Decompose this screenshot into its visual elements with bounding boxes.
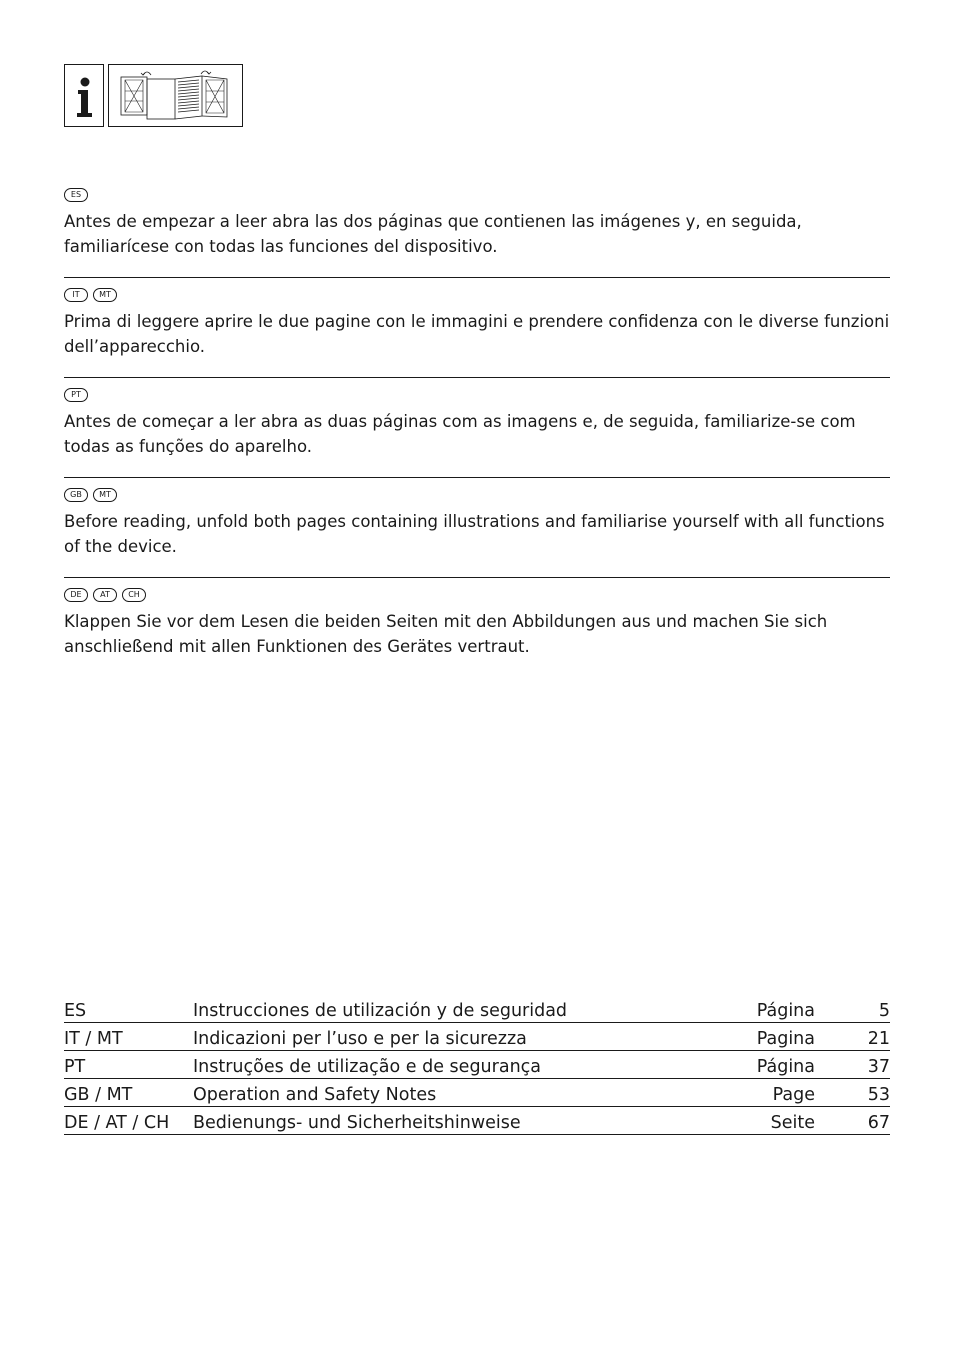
fold-illustration <box>109 65 242 126</box>
section-text: Before reading, unfold both pages containing illustrations and familiarise yourself with all functions of the device. <box>64 512 885 556</box>
table-of-contents <box>64 995 890 1135</box>
country-badges <box>64 486 890 504</box>
toc-title: Instrucciones de utilización y de seguridad <box>193 995 683 1023</box>
country-badge: MT <box>93 488 117 502</box>
country-badges <box>64 386 890 404</box>
toc-page-number: 5 <box>843 995 890 1023</box>
toc-page-number: 53 <box>843 1079 890 1107</box>
toc-page-word: Página <box>683 995 843 1023</box>
toc-page-number: 21 <box>843 1023 890 1051</box>
country-badge: PT <box>64 388 88 402</box>
unfold-pages-icon <box>108 64 243 127</box>
language-sections <box>64 178 890 678</box>
info-icon <box>64 64 104 127</box>
toc-code: IT / MT <box>64 1023 193 1051</box>
country-badge: IT <box>64 288 88 302</box>
section-text: Antes de empezar a leer abra las dos páginas que contienen las imágenes y, en seguida, familiarícese con todas las funciones del dispositivo. <box>64 212 802 256</box>
country-badge: CH <box>122 588 146 602</box>
toc-row[interactable] <box>64 1023 890 1051</box>
country-badge: ES <box>64 188 88 202</box>
toc-page-word: Page <box>683 1079 843 1107</box>
section-gb-mt <box>64 478 890 578</box>
toc-page-word: Página <box>683 1051 843 1079</box>
info-glyph <box>65 65 103 126</box>
section-es <box>64 178 890 278</box>
section-it-mt <box>64 278 890 378</box>
toc-code: DE / AT / CH <box>64 1107 193 1135</box>
toc-row[interactable] <box>64 1079 890 1107</box>
toc-title: Operation and Safety Notes <box>193 1079 683 1107</box>
toc-code: ES <box>64 995 193 1023</box>
toc-code: GB / MT <box>64 1079 193 1107</box>
toc-title: Indicazioni per l’uso e per la sicurezza <box>193 1023 683 1051</box>
toc-page-number: 67 <box>843 1107 890 1135</box>
section-text: Antes de começar a ler abra as duas páginas com as imagens e, de seguida, familiarize-se com todas as funções do aparelho. <box>64 412 856 456</box>
country-badges <box>64 286 890 304</box>
section-pt <box>64 378 890 478</box>
section-de-at-ch <box>64 578 890 678</box>
toc-page-word: Pagina <box>683 1023 843 1051</box>
toc-row[interactable] <box>64 1107 890 1135</box>
country-badges <box>64 186 890 204</box>
country-badge: GB <box>64 488 88 502</box>
toc-code: PT <box>64 1051 193 1079</box>
country-badge: DE <box>64 588 88 602</box>
toc-row[interactable] <box>64 995 890 1023</box>
toc-page-word: Seite <box>683 1107 843 1135</box>
country-badge: AT <box>93 588 117 602</box>
country-badges <box>64 586 890 604</box>
country-badge: MT <box>93 288 117 302</box>
toc-title: Instruções de utilização e de segurança <box>193 1051 683 1079</box>
section-text: Klappen Sie vor dem Lesen die beiden Seiten mit den Abbildungen aus und machen Sie sich anschließend mit allen Funktionen des Gerätes vertraut. <box>64 612 828 656</box>
section-text: Prima di leggere aprire le due pagine con le immagini e prendere confidenza con le diverse funzioni dell’apparecchio. <box>64 312 890 356</box>
toc-page-number: 37 <box>843 1051 890 1079</box>
toc-row[interactable] <box>64 1051 890 1079</box>
toc-title: Bedienungs- und Sicherheitshinweise <box>193 1107 683 1135</box>
